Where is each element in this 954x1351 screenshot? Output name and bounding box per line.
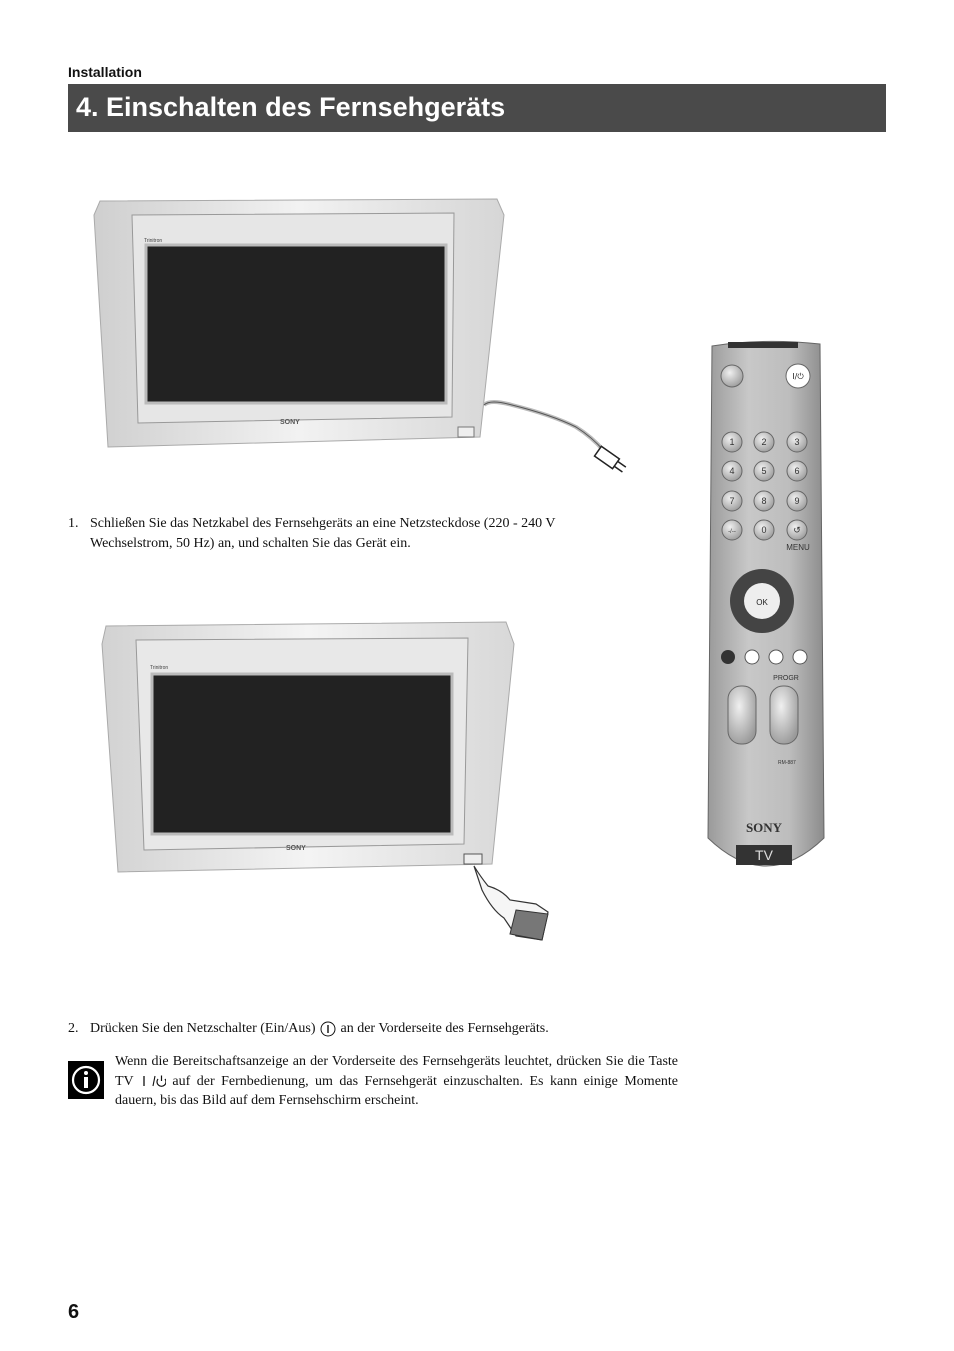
page-number: 6 [68, 1301, 80, 1323]
remote-model-label: RM-887 [778, 760, 796, 766]
remote-digit-label: 8 [761, 496, 767, 506]
tv-power-button-figure [96, 614, 556, 954]
note-text-part1: Wenn die Bereitschaftsanzeige an der Vorderseite des Fernsehgeräts leuchtet, drücken Sie die Taste TV [115, 1054, 678, 1089]
menu-label: MENU [786, 543, 810, 552]
section-label: Installation [68, 64, 142, 80]
power-button-label: I/⏻ [792, 372, 804, 381]
remote-digit-label: 1 [729, 437, 735, 447]
note-text [115, 1052, 678, 1111]
remote-digit-label: 5 [761, 466, 767, 476]
standby-power-icon [140, 1074, 166, 1088]
page-title: 4. Einschalten des Fernsehgeräts [76, 92, 506, 122]
ok-label: OK [756, 598, 768, 607]
step-number: 2. [68, 1021, 79, 1036]
remote-digit-label: 3 [794, 437, 800, 447]
remote-digit-label: ↺ [793, 525, 801, 535]
remote-brand-label: SONY [745, 820, 783, 835]
remote-digit-label: -/-- [728, 529, 736, 535]
step-text-line2: Wechselstrom, 50 Hz) an, und schalten Sie das Gerät ein. [90, 536, 411, 551]
remote-digit-label: 2 [761, 437, 767, 447]
remote-digit-label: 7 [729, 496, 735, 506]
step-text-after: an der Vorderseite des Fernsehgeräts. [340, 1021, 549, 1036]
step-text-before: Drücken Sie den Netzschalter (Ein/Aus) [90, 1021, 316, 1036]
note-text-part2: auf der Fernbedienung, um das Fernsehgerät einzuschalten. Es kann einige Momente dauern, bis das Bild auf dem Fernsehschirm erscheint. [115, 1073, 679, 1108]
info-icon [68, 1061, 104, 1099]
step-text [90, 1019, 549, 1039]
tv-brand-label: SONY [280, 419, 300, 426]
remote-digit-label: 9 [794, 496, 800, 506]
power-switch-circle-icon [319, 1021, 337, 1037]
remote-tv-label: TV [755, 847, 773, 863]
step-1 [68, 514, 668, 556]
remote-digit-label: 6 [794, 466, 800, 476]
remote-digit-label: 4 [729, 466, 735, 476]
step-2 [68, 1019, 668, 1041]
title-bar [68, 84, 886, 132]
tv-model-label: Trinitron [150, 665, 169, 671]
progr-label: PROGR [773, 675, 799, 682]
tv-brand-label: SONY [286, 845, 306, 852]
remote-control-figure [702, 338, 828, 888]
remote-digit-label: 0 [761, 525, 767, 535]
tv-model-label: Trinitron [144, 238, 163, 244]
tv-with-cable-figure [92, 195, 640, 487]
step-text-line1: Schließen Sie das Netzkabel des Fernsehgeräts an eine Netzsteckdose (220 - 240 V [90, 516, 556, 531]
step-number: 1. [68, 516, 79, 531]
